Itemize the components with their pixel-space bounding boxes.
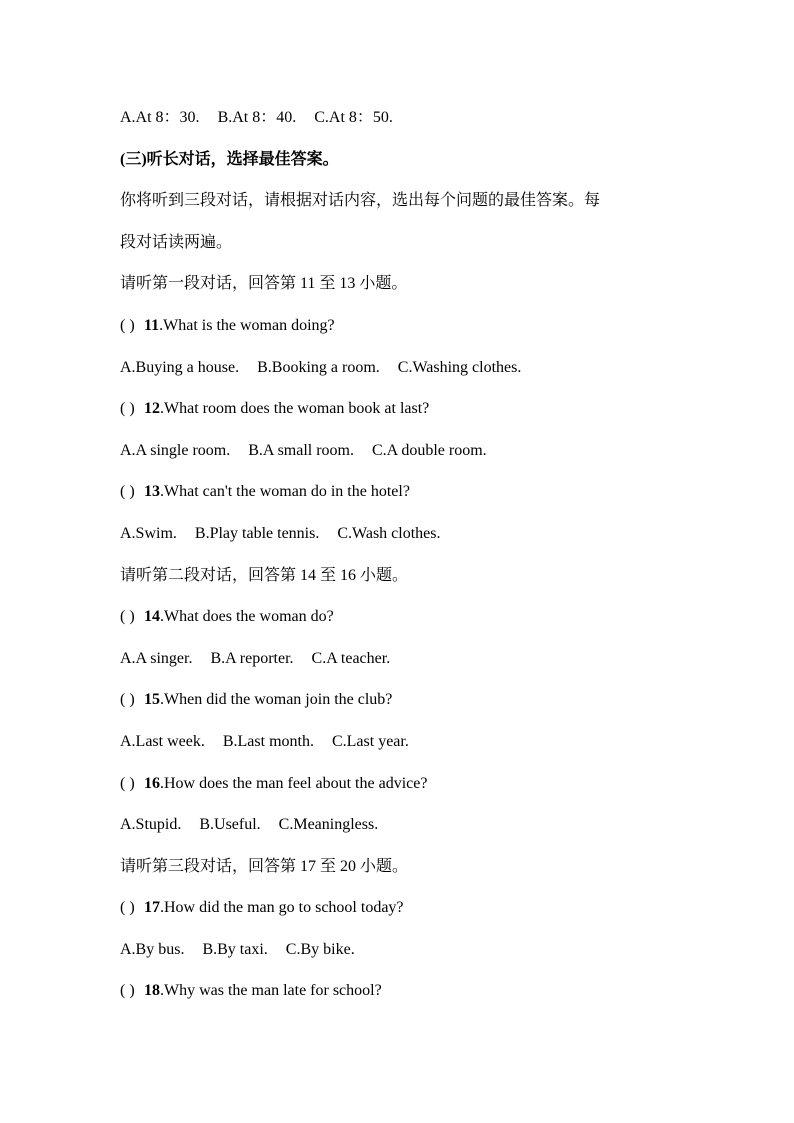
section-heading: (三)听长对话，选择最佳答案。 [120, 150, 339, 168]
question-number: 14 [144, 608, 160, 626]
question-14-options [120, 638, 700, 680]
question-text: .What room does the woman book at last? [160, 400, 430, 418]
question-text: .Why was the man late for school? [160, 982, 382, 1000]
question-14 [120, 596, 700, 638]
question-number: 18 [144, 982, 160, 1000]
question-text: .How did the man go to school today? [160, 899, 404, 917]
exam-page [120, 97, 700, 1012]
option-c: C.Meaningless. [278, 816, 379, 834]
option-b: B.Play table tennis. [194, 524, 320, 542]
option-c: C.By bike. [285, 940, 355, 958]
option-a: A.A singer. [120, 649, 193, 667]
option-b: B.By taxi. [202, 940, 268, 958]
question-number: 12 [144, 400, 160, 418]
question-16-options [120, 804, 700, 846]
question-13-options [120, 513, 700, 555]
dialogue3-intro: 请听第三段对话，回答第 17 至 20 小题。 [120, 857, 409, 875]
option-a: A.Last week. [120, 732, 205, 750]
option-b: B.A reporter. [210, 649, 294, 667]
question-number: 11 [144, 316, 160, 334]
question-16 [120, 763, 700, 805]
option-a: A.Swim. [120, 524, 177, 542]
option-a: A.At 8：30. [120, 109, 200, 126]
question-12-options [120, 430, 700, 472]
answer-blank: ( ) [120, 982, 135, 1000]
option-c: C.Wash clothes. [337, 524, 441, 542]
answer-blank: ( ) [120, 483, 135, 501]
answer-blank: ( ) [120, 316, 135, 334]
question-17-options [120, 929, 700, 971]
question-17 [120, 887, 700, 929]
section-instruction-line2: 段对话读两遍。 [120, 233, 233, 251]
option-b: B.A small room. [248, 441, 354, 459]
option-a: A.A single room. [120, 441, 231, 459]
answer-blank: ( ) [120, 774, 135, 792]
option-b: B.At 8：40. [217, 109, 297, 126]
q10-options [120, 97, 700, 139]
option-a: A.By bus. [120, 940, 185, 958]
option-b: B.Last month. [222, 732, 314, 750]
option-b: B.Useful. [199, 816, 261, 834]
section-instruction-line1: 你将听到三段对话，请根据对话内容，选出每个问题的最佳答案。每 [120, 192, 601, 210]
answer-blank: ( ) [120, 691, 135, 709]
option-b: B.Booking a room. [257, 358, 380, 376]
answer-blank: ( ) [120, 899, 135, 917]
option-c: C.Washing clothes. [397, 358, 522, 376]
question-13 [120, 471, 700, 513]
answer-blank: ( ) [120, 400, 135, 418]
option-c: C.A teacher. [311, 649, 391, 667]
option-a: A.Stupid. [120, 816, 182, 834]
question-number: 15 [144, 691, 160, 709]
question-number: 13 [144, 483, 160, 501]
option-c: C.Last year. [331, 732, 409, 750]
question-11 [120, 305, 700, 347]
question-number: 16 [144, 774, 160, 792]
option-c: C.A double room. [372, 441, 487, 459]
question-text: .What does the woman do? [160, 608, 334, 626]
question-text: .How does the man feel about the advice? [160, 774, 428, 792]
question-11-options [120, 347, 700, 389]
answer-blank: ( ) [120, 608, 135, 626]
question-text: .When did the woman join the club? [160, 691, 393, 709]
question-text: .What is the woman doing? [159, 316, 335, 334]
question-number: 17 [144, 899, 160, 917]
question-18 [120, 970, 700, 1012]
dialogue1-intro: 请听第一段对话，回答第 11 至 13 小题。 [120, 275, 408, 293]
question-text: .What can't the woman do in the hotel? [160, 483, 410, 501]
option-c: C.At 8：50. [314, 109, 393, 126]
question-15 [120, 679, 700, 721]
dialogue2-intro: 请听第二段对话，回答第 14 至 16 小题。 [120, 566, 409, 584]
option-a: A.Buying a house. [120, 358, 240, 376]
question-15-options [120, 721, 700, 763]
question-12 [120, 388, 700, 430]
